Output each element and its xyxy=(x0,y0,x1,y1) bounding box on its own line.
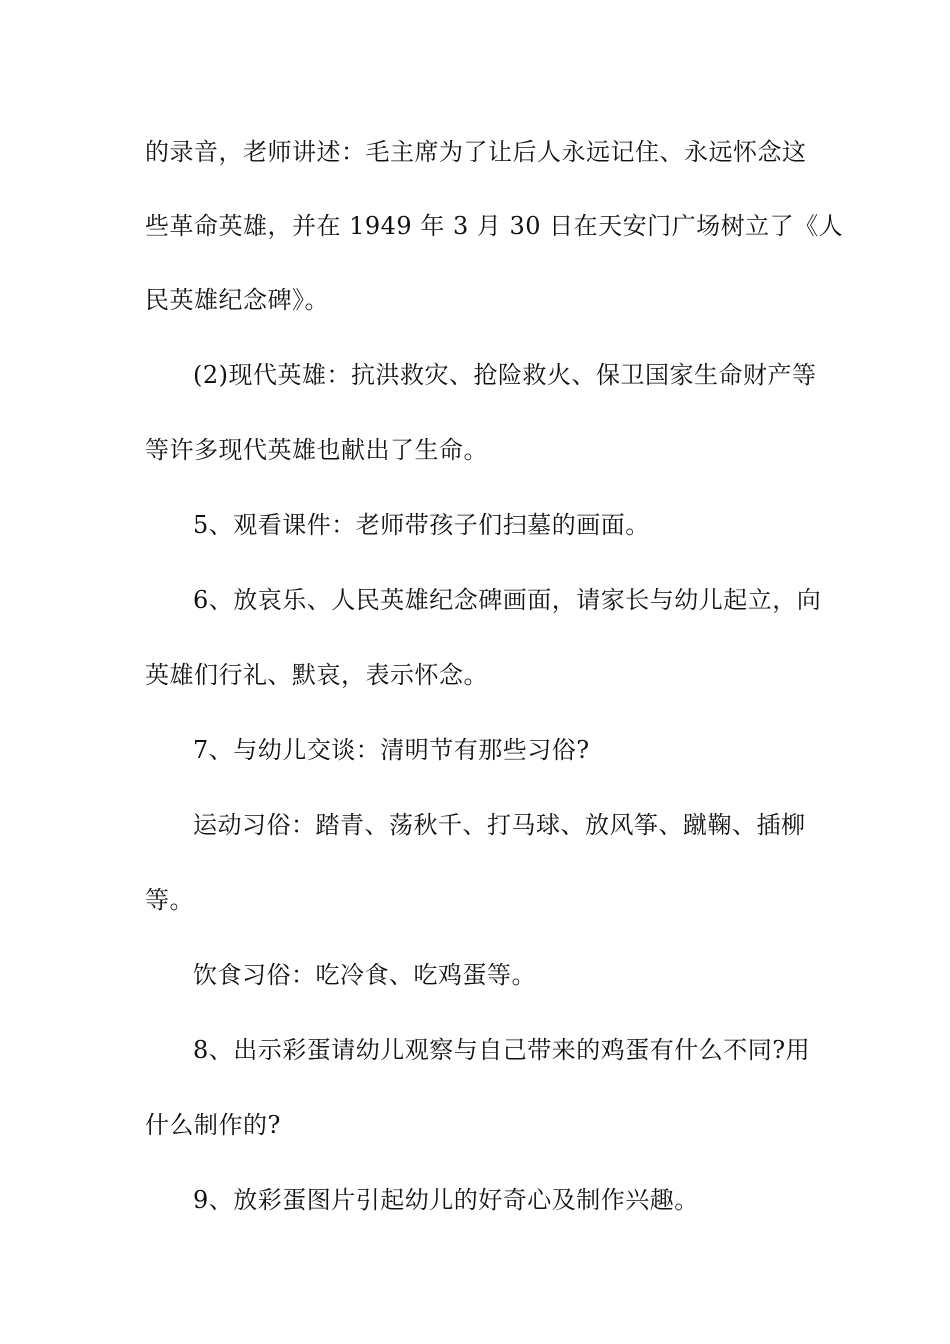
text-line-3: 民英雄纪念碑》。 xyxy=(145,286,329,314)
text-line-6: 5、观看课件：老师带孩子们扫墓的画面。 xyxy=(193,511,650,539)
text-line-4: (2)现代英雄：抗洪救灾、抢险救火、保卫国家生命财产等 xyxy=(193,361,817,389)
text-line-12: 饮食习俗：吃冷食、吃鸡蛋等。 xyxy=(193,961,536,989)
text-line-2: 些革命英雄，并在 1949 年 3 月 30 日在天安门广场树立了《人 xyxy=(145,212,844,240)
text-line-9: 7、与幼儿交谈：清明节有那些习俗? xyxy=(193,736,590,764)
text-line-15: 9、放彩蛋图片引起幼儿的好奇心及制作兴趣。 xyxy=(193,1186,699,1214)
text-line-5: 等许多现代英雄也献出了生命。 xyxy=(145,436,488,464)
text-line-1: 的录音，老师讲述：毛主席为了让后人永远记住、永远怀念这 xyxy=(145,138,807,166)
text-line-13: 8、出示彩蛋请幼儿观察与自己带来的鸡蛋有什么不同?用 xyxy=(193,1036,811,1064)
text-line-14: 什么制作的? xyxy=(145,1111,281,1139)
text-line-8: 英雄们行礼、默哀，表示怀念。 xyxy=(145,661,488,689)
text-line-10: 运动习俗：踏青、荡秋千、打马球、放风筝、蹴鞠、插柳 xyxy=(193,811,806,839)
text-line-11: 等。 xyxy=(145,886,194,914)
text-line-7: 6、放哀乐、人民英雄纪念碑画面，请家长与幼儿起立，向 xyxy=(193,586,822,614)
